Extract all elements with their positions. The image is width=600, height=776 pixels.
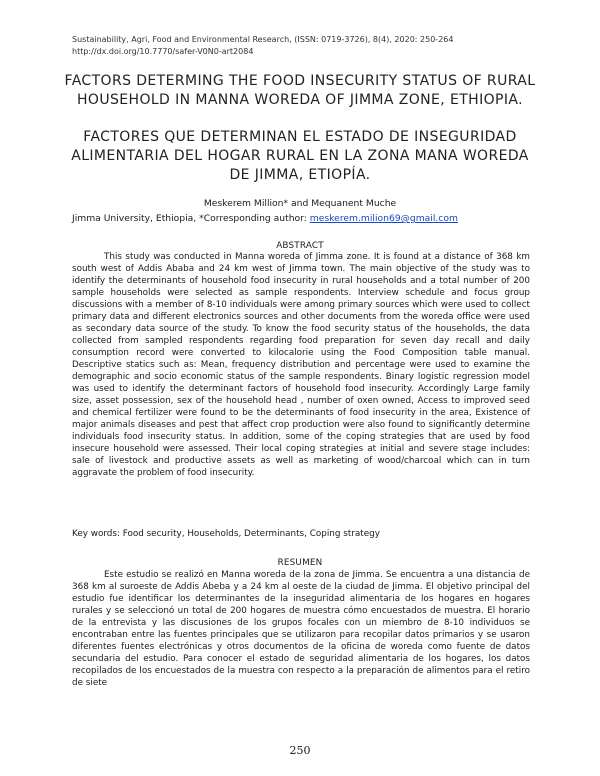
journal-doi: http://dx.doi.org/10.7770/safer-V0N0-art2084 [72,47,254,56]
title-english: FACTORS DETERMING THE FOOD INSECURITY STATUS OF RURAL HOUSEHOLD IN MANNA WOREDA OF JIMMA ZONE, ETHIOPIA. [64,73,536,108]
corresponding-email-link[interactable]: meskerem.milion69@gmail.com [309,213,458,224]
resumen-text: Este estudio se realizó en Manna woreda de la zona de Jimma. Se encuentra a una distancia de 368 km al suroeste de Addis Abeba y a 24 km al oeste de la ciudad de Jimma. El objetivo principal del estudio fue identificar los determinantes de la inseguridad alimentaria de los hogares en hogares rurales y se seleccionó un total de 200 hogares de muestra cómo encuestados de muestra. El horario de la entrevista y las discusiones de los grupos focales con un miembro de 8-10 individuos se encontraban entre las fuentes principales que se utilizaron para recopilar datos primarios y se usaron diferentes fuentes electrónicas y otros documentos de la oficina de woreda como fuente de datos secundaria del estudio. Para conocer el estado de seguridad alimentaria de los hogares, los datos recopilados de los encuestados de la muestra con respecto a la preparación de alimentos para el retiro de siete [72,570,530,688]
affiliation-text: Jimma University, Ethiopia, *Corresponding author: [72,213,310,224]
abstract-text: This study was conducted in Manna woreda of Jimma zone. It is found at a distance of 368 km south west of Addis Ababa and 24 km west of Jimma town. The main objective of the study was to identify the determinants of household food insecurity in rural households and a total number of 200 sample households were selected as sample respondents. Interview schedule and focus group discussions with a member of 8-10 individuals were among primary sources which were used to collect primary data and different electronics sources and other documents from the woreda office were used as secondary data source of the study. To know the food security status of the households, the data collected from sampled respondents regarding food preparation for seven day recall and daily consumption record were converted to kilocalorie using the Food Composition table manual. Descriptive statics such as: Mean, frequency distribution and percentage were used to examine the demographic and socio economic status of the sample respondents. Binary logistic regression model was used to identify the determinant factors of household food insecurity. Accordingly Large family size, asset possession, sex of the household head , number of oxen owned, Access to improved seed and chemical fertilizer were found to be the determinants of food insecurity in the area, Existence of major animals diseases and pest that affect crop production were also found to significantly determine individuals food insecurity status. In addition, some of the coping strategies that are used by food insecure household were assessed. Their local coping strategies at initial and severe stage includes: sale of livestock and productive assets as well as marketing of wood/charcoal which can in turn aggravate the problem of food insecurity. [72,252,530,478]
keywords: Key words: Food security, Households, Determinants, Coping strategy [72,529,380,539]
title-spanish: FACTORES QUE DETERMINAN EL ESTADO DE INSEGURIDAD ALIMENTARIA DEL HOGAR RURAL EN LA ZONA MANA WOREDA DE JIMMA, ETIOPÍA. [71,129,529,183]
abstract-heading: ABSTRACT [276,241,324,251]
affiliation [72,213,532,225]
authors: Meskerem Million* and Mequanent Muche [203,198,397,209]
page-number: 250 [289,744,311,757]
journal-header [72,34,532,58]
journal-citation: Sustainability, Agri, Food and Environmental Research, (ISSN: 0719-3726), 8(4), 2020: 250-264 [72,35,454,44]
resumen-heading: RESUMEN [277,558,323,568]
